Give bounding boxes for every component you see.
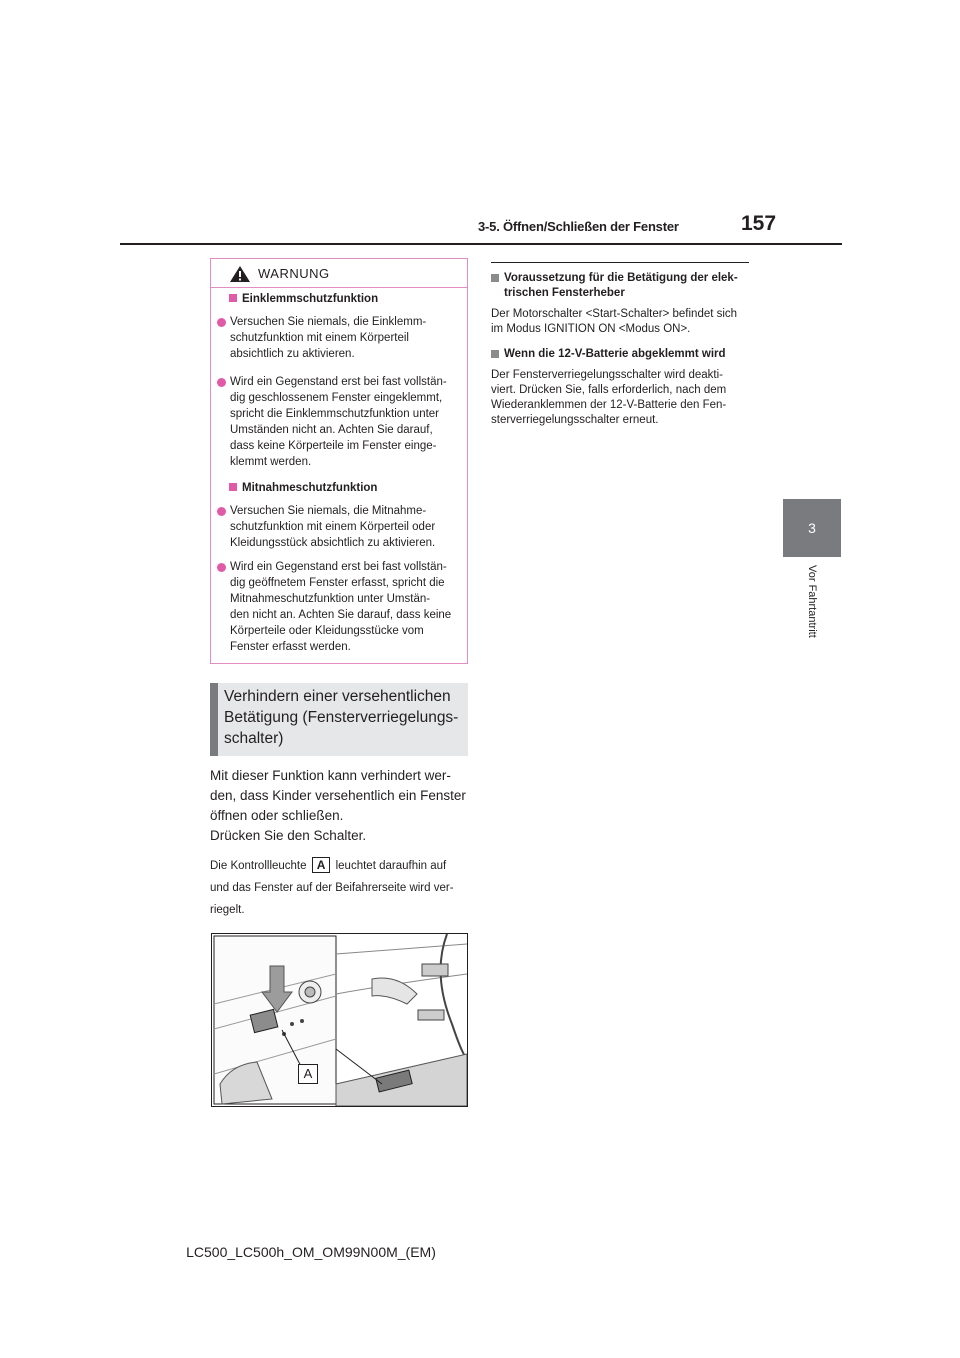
warning-bullet: Versuchen Sie niemals, die Mitnahme- schutzfunktion mit einem Körperteil oder Kleidungsstück absichtlich zu aktivieren. — [217, 503, 460, 551]
running-header: 3-5. Öffnen/Schließen der Fenster — [478, 219, 679, 234]
right-paragraph: Der Motorschalter <Start-Schalter> befindet sich im Modus IGNITION ON <Modus ON>. — [491, 308, 738, 335]
warning-header — [211, 259, 467, 288]
section-heading-bar — [210, 683, 218, 756]
warning-triangle-icon — [229, 265, 251, 283]
section-heading — [210, 683, 468, 756]
warning-bullet: Versuchen Sie niemals, die Einklemm- schutzfunktion mit einem Körperteil absichtlich zu aktivieren. — [217, 314, 460, 362]
right-paragraph: Der Fensterverriegelungsschalter wird deakti- viert. Drücken Sie, falls erforderlich, nach dem Wiederanklemmen der 12-V-Batterie den Fen- sterverriegelungsschalter erneut. — [491, 369, 727, 426]
document-code-footer: LC500_LC500h_OM_OM99N00M_(EM) — [186, 1244, 436, 1260]
header-rule — [120, 243, 842, 245]
chapter-tab: 3 — [783, 499, 841, 557]
chapter-title: Vor Fahrtantritt — [806, 565, 818, 638]
door-switch-drawing — [212, 934, 467, 1106]
warning-bullet: Wird ein Gegenstand erst bei fast vollstän- dig geschlossenem Fenster eingeklemmt, spricht die Einklemmschutzfunktion unter Umständen nicht an. Achten Sie darauf, dass keine Körperteile im Fenster einge- klemmt werden. — [217, 374, 460, 470]
instruction-step: Drücken Sie den Schalter. — [210, 828, 367, 843]
warning-title: WARNUNG — [258, 266, 330, 281]
window-lock-switch-illustration — [211, 933, 468, 1107]
right-section-heading: Voraussetzung für die Betätigung der elek- trischen Fensterheber — [491, 271, 749, 301]
warning-bullet: Wird ein Gegenstand erst bei fast vollstän- dig geöffnetem Fenster erfasst, spricht die Mitnahmeschutzfunktion unter Umstän- den nicht an. Achten Sie darauf, dass keine Körperteile oder Kleidungsstücke vom Fenster erfasst werden. — [217, 559, 460, 655]
page-number: 157 — [741, 212, 777, 235]
section-title: Verhindern einer versehentlichen Betätigung (Fensterverriegelungs- schalter) — [224, 688, 459, 747]
body-note: Die Kontrollleuchte A leuchtet daraufhin auf und das Fenster auf der Beifahrerseite wird ver- riegelt. — [210, 858, 454, 916]
warning-section-heading: Mitnahmeschutzfunktion — [229, 482, 377, 494]
warning-section-heading: Einklemmschutzfunktion — [229, 293, 378, 305]
warning-box — [210, 258, 468, 664]
right-section-heading: Wenn die 12-V-Batterie abgeklemmt wird — [491, 347, 749, 362]
body-paragraph: Mit dieser Funktion kann verhindert wer- den, dass Kinder versehentlich ein Fenster öffnen oder schließen. — [210, 768, 466, 823]
callout-label: A — [298, 1064, 318, 1084]
callout-label-inline: A — [312, 857, 331, 873]
column-rule — [491, 262, 749, 263]
